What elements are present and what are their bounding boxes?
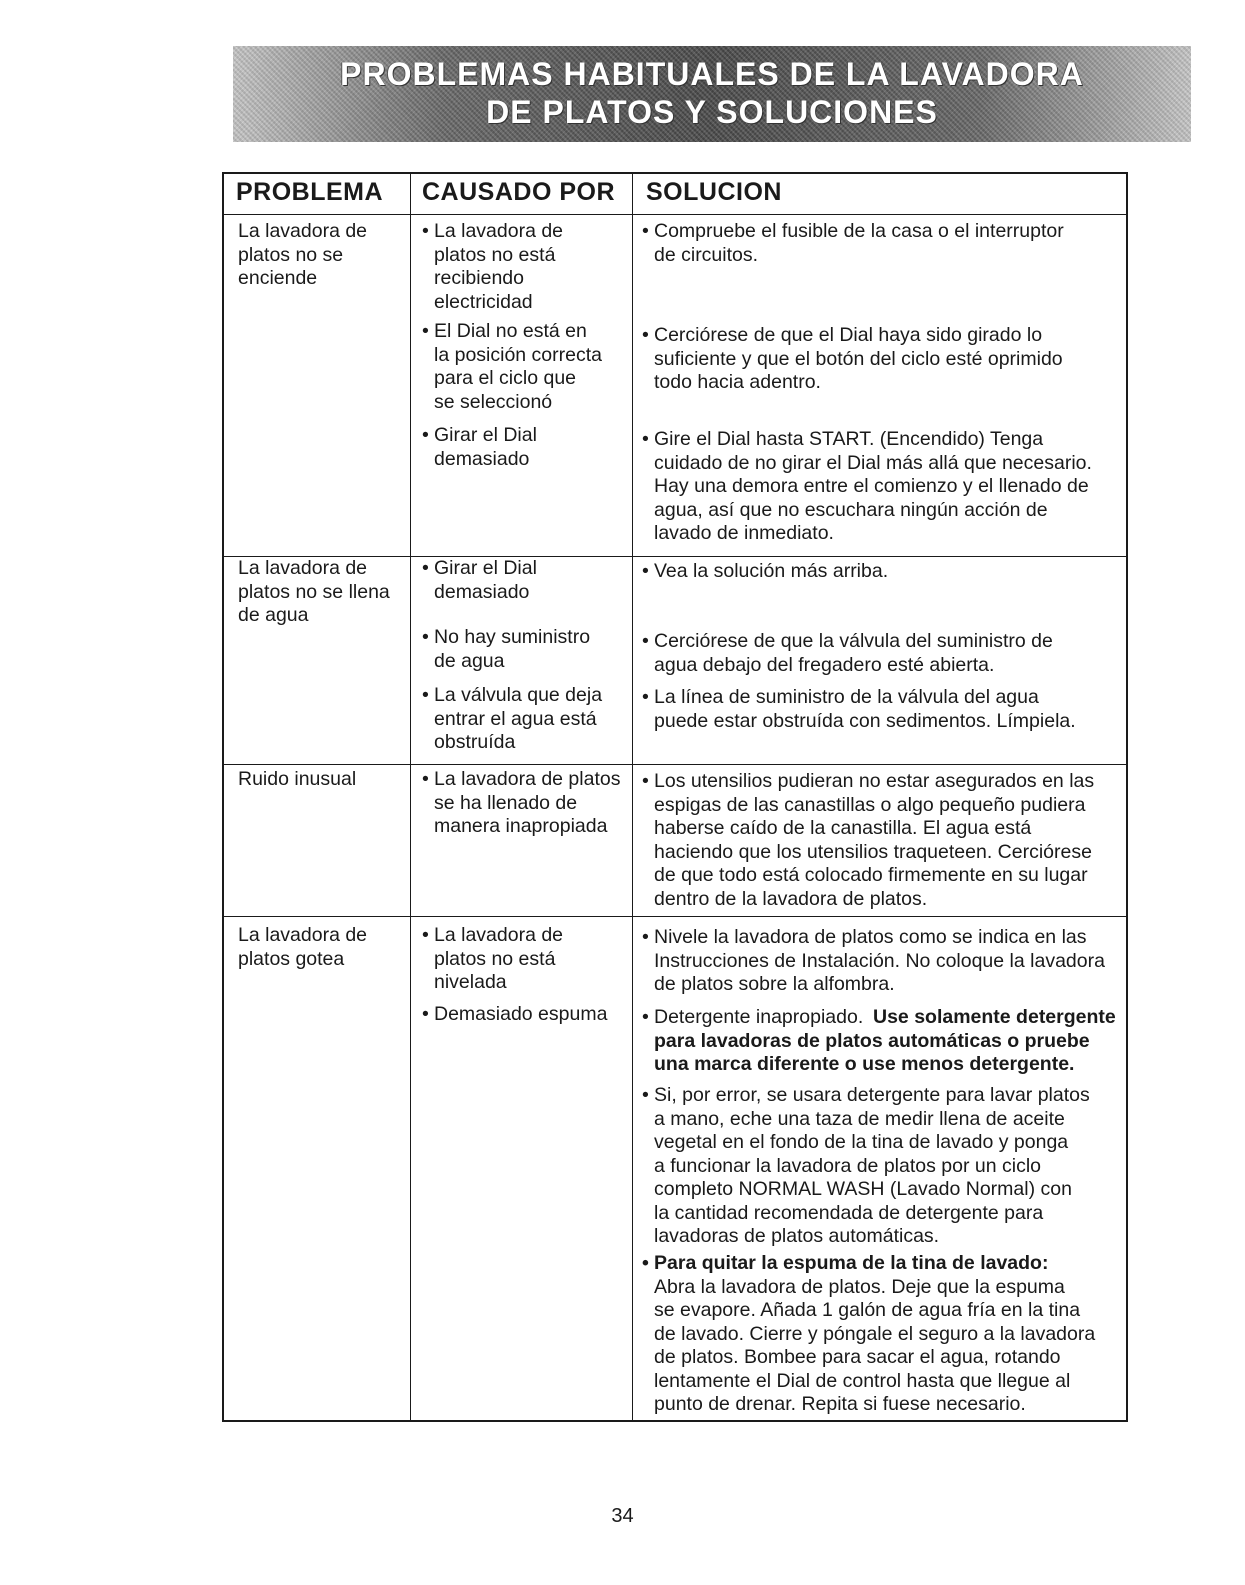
cause-item: Demasiado espuma xyxy=(434,1003,608,1025)
bullet-icon: • xyxy=(642,220,649,242)
solution-item: Nivele la lavadora de platos como se indica en las Instrucciones de Instalación. No coloque la lavadora de platos sobre la alfombra. xyxy=(654,926,1105,995)
bullet-icon: • xyxy=(642,1006,649,1028)
bullet-icon: • xyxy=(422,220,429,242)
header-solution: SOLUCION xyxy=(646,178,782,206)
cause-item: La lavadora de platos se ha llenado de manera inapropiada xyxy=(434,768,621,837)
header-problem: PROBLEMA xyxy=(236,178,384,206)
solution-item: Gire el Dial hasta START. (Encendido) Tenga cuidado de no girar el Dial más allá que necesario. Hay una demora entre el comienzo y el llenado de agua, así que no escuchara ningún acción de lavado de inmediato. xyxy=(654,428,1092,544)
bullet-icon: • xyxy=(422,320,429,342)
bullet-icon: • xyxy=(642,770,649,792)
bullet-icon: • xyxy=(422,768,429,790)
solution-item: Compruebe el fusible de la casa o el interruptor de circuitos. xyxy=(654,220,1064,266)
row-divider xyxy=(224,764,1126,765)
cause-item: La lavadora de platos no está nivelada xyxy=(434,924,564,993)
solution-item: Cerciórese de que la válvula del suministro de agua debajo del fregadero esté abierta. xyxy=(654,630,1053,676)
cause-item: El Dial no está en la posición correcta para el ciclo que se seleccionó xyxy=(434,320,602,413)
bullet-icon: • xyxy=(422,924,429,946)
bullet-icon: • xyxy=(642,324,649,346)
title-line-1: PROBLEMAS HABITUALES DE LA LAVADORA xyxy=(340,56,1084,92)
cause-item: La válvula que deja entrar el agua está obstruída xyxy=(434,684,603,753)
solution-item: La línea de suministro de la válvula del agua puede estar obstruída con sedimentos. Límpiela. xyxy=(654,686,1076,732)
solution-item: Detergente inapropiado. xyxy=(654,1006,864,1028)
solution-item-heading: Para quitar la espuma de la tina de lavado: xyxy=(654,1252,1049,1274)
solution-item: Vea la solución más arriba. xyxy=(654,560,889,582)
title-banner xyxy=(233,46,1191,142)
bullet-icon: • xyxy=(642,630,649,652)
problem-cell: Ruido inusual xyxy=(238,768,357,790)
bullet-icon: • xyxy=(422,684,429,706)
column-divider xyxy=(632,174,633,1420)
bullet-icon: • xyxy=(422,557,429,579)
problem-cell: La lavadora de platos no se enciende xyxy=(238,220,368,289)
solution-item: Abra la lavadora de platos. Deje que la espuma se evapore. Añada 1 galón de agua fría en la tina de lavado. Cierre y póngale el seguro a la lavadora de platos. Bombee para sacar el agua, rotando lentamente el Dial de control hasta que llegue al punto de drenar. Repita si fuese necesario. xyxy=(654,1275,1096,1415)
cause-item: La lavadora de platos no está recibiendo electricidad xyxy=(434,220,564,313)
title-line-2: DE PLATOS Y SOLUCIONES xyxy=(486,94,938,130)
cause-item: Girar el Dial demasiado xyxy=(434,424,537,470)
header-divider xyxy=(224,214,1126,215)
row-divider xyxy=(224,916,1126,917)
bullet-icon: • xyxy=(422,424,429,446)
solution-item: Los utensilios pudieran no estar asegurados en las espigas de las canastillas o algo pequeño pudiera haberse caído de la canastilla. El agua está haciendo que los utensilios traqueteen. Cerciórese de que todo está colocado firmemente en su lugar dentro de la lavadora de platos. xyxy=(654,770,1095,910)
bullet-icon: • xyxy=(642,926,649,948)
solution-item: Si, por error, se usara detergente para lavar platos a mano, eche una taza de medir llena de aceite vegetal en el fondo de la tina de lavado y ponga a funcionar la lavadora de platos por un ciclo completo NORMAL WASH (Lavado Normal) con la cantidad recomendada de detergente para lavadoras de platos automáticas. xyxy=(654,1084,1090,1247)
bullet-icon: • xyxy=(642,1252,649,1274)
column-divider xyxy=(410,174,411,1420)
problem-cell: La lavadora de platos gotea xyxy=(238,924,368,970)
solution-item: Cerciórese de que el Dial haya sido girado lo suficiente y que el botón del ciclo esté oprimido todo hacia adentro. xyxy=(654,324,1063,393)
bullet-icon: • xyxy=(642,686,649,708)
header-cause: CAUSADO POR xyxy=(422,178,616,206)
cause-item: No hay suministro de agua xyxy=(434,626,591,672)
bullet-icon: • xyxy=(422,626,429,648)
solution-item-emphasis: Use solamente detergente xyxy=(873,1006,1116,1028)
problem-cell: La lavadora de platos no se llena de agua xyxy=(238,557,390,626)
bullet-icon: • xyxy=(642,1084,649,1106)
page-number: 34 xyxy=(611,1505,634,1527)
solution-item-emphasis: para lavadoras de platos automáticas o pruebe una marca diferente o use menos detergente. xyxy=(654,1029,1090,1075)
cause-item: Girar el Dial demasiado xyxy=(434,557,537,603)
bullet-icon: • xyxy=(642,428,649,450)
troubleshooting-table xyxy=(222,172,1128,1422)
bullet-icon: • xyxy=(422,1003,429,1025)
bullet-icon: • xyxy=(642,560,649,582)
